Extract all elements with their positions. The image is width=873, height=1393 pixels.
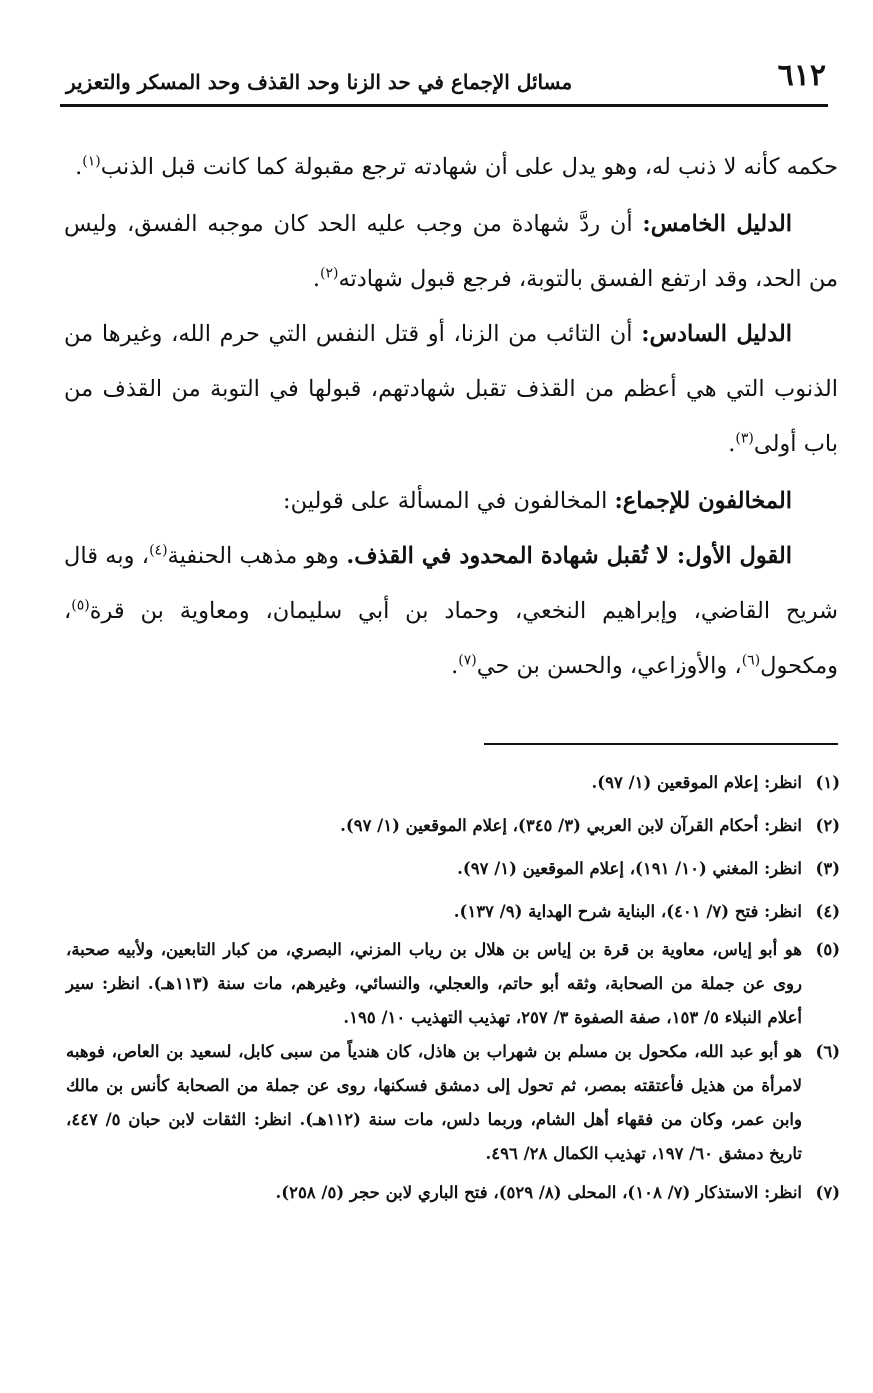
footnote-ref-3[interactable]: (٣)	[735, 430, 754, 447]
footnote-ref-1[interactable]: (١)	[82, 153, 101, 170]
footnote-ref-2[interactable]: (٢)	[319, 265, 339, 282]
footnote-number: (٧)	[815, 1183, 840, 1202]
footnote-ref-4[interactable]: (٤)	[149, 542, 168, 559]
paragraph-text: أن التائب من الزنا، أو قتل النفس التي حرم الله، وغيرها من الذنوب التي هي أعظم من القذف تقبل شهادتهم، قبولها في التوبة من القذف من باب أولى	[64, 321, 838, 457]
footnote-text: هو أبو عبد الله، مكحول بن مسلم بن شهراب بن هاذل، كان هندياً من سبى كابل، لسعيد بن العاص، فوهبه لامرأة من هذيل فأعتقته بمصر، ثم تحول إلى دمشق فسكنها، روى عن جملة من الصحابة كأنس بن مالك وابن عمر، وكان من فقهاء أهل الشام، وربما دلس، مات سنة (١١٢هـ). انظر: الثقات لابن حبان ٥/ ٤٤٧، تاريخ دمشق ٦٠/ ١٩٧، تهذيب الكمال ٢٨/ ٤٩٦.	[66, 1042, 802, 1163]
footnote-number: (٥)	[815, 940, 840, 959]
paragraph-text: المخالفون في المسألة على قولين:	[283, 488, 615, 514]
footnote-number: (٦)	[815, 1042, 840, 1061]
footnote-text: هو أبو إياس، معاوية بن قرة بن إياس بن هلال بن رياب المزني، البصري، من كبار التابعين، ولأبيه صحبة، روى عن جملة من الصحابة، وثقه أبو حاتم، والعجلي، والنسائي، وغيرهم، مات سنة (١١٣هـ). انظر: سير أعلام النبلاء ٥/ ١٥٣، صفة الصفوة ٣/ ٢٥٧، تهذيب التهذيب ١٠/ ١٩٥.	[66, 940, 802, 1027]
paragraph-1	[64, 140, 838, 195]
footnote-ref-5[interactable]: (٥)	[71, 597, 90, 614]
footnote-number: (٤)	[815, 902, 840, 921]
footnote-text: انظر: المغني (١٠/ ١٩١)، إعلام الموقعين (١/ ٩٧).	[457, 859, 802, 878]
paragraph-evidence-5	[64, 197, 838, 307]
main-text	[64, 140, 838, 694]
paragraph-text: وهو مذهب الحنفية	[167, 543, 347, 569]
footnote-number: (١)	[815, 773, 840, 792]
footnote-2	[66, 804, 840, 847]
running-title: مسائل الإجماع في حد الزنا وحد القذف وحد المسكر والتعزير	[66, 70, 573, 94]
page-header	[66, 56, 826, 106]
paragraph-end: .	[451, 653, 459, 679]
paragraph-text: حكمه كأنه لا ذنب له، وهو يدل على أن شهادته ترجع مقبولة كما كانت قبل الذنب	[100, 154, 838, 180]
footnotes	[66, 761, 840, 1214]
evidence-5-heading: الدليل الخامس:	[642, 211, 792, 237]
footnote-text: انظر: إعلام الموقعين (١/ ٩٧).	[591, 773, 802, 792]
footnote-separator	[484, 743, 838, 745]
footnote-text: انظر: فتح (٧/ ٤٠١)، البناية شرح الهداية (٩/ ١٣٧).	[453, 902, 802, 921]
paragraph-text: ، وبه قال شريح القاضي، وإبراهيم النخعي، وحماد بن أبي سليمان، ومعاوية بن قرة	[64, 543, 838, 624]
paragraph-evidence-6	[64, 307, 838, 472]
paragraph-text: ، ومكحول	[64, 598, 838, 679]
paragraph-end: .	[728, 431, 736, 457]
footnote-1	[66, 761, 840, 804]
paragraph-text: ، والأوزاعي، والحسن بن حي	[476, 653, 742, 679]
footnote-text: انظر: الاستذكار (٧/ ١٠٨)، المحلى (٨/ ٥٢٩)، فتح الباري لابن حجر (٥/ ٢٥٨).	[275, 1183, 802, 1202]
footnote-number: (٣)	[815, 859, 840, 878]
footnote-5	[66, 933, 840, 1035]
paragraph-first-opinion	[64, 529, 838, 694]
footnote-ref-7[interactable]: (٧)	[458, 652, 477, 669]
paragraph-end: .	[312, 266, 320, 292]
header-rule	[60, 104, 828, 107]
evidence-6-heading: الدليل السادس:	[641, 321, 792, 347]
paragraph-dissenters	[64, 474, 838, 529]
paragraph-end: .	[75, 154, 83, 180]
footnote-3	[66, 847, 840, 890]
footnote-4	[66, 890, 840, 933]
footnote-text: انظر: أحكام القرآن لابن العربي (٣/ ٣٤٥)، إعلام الموقعين (١/ ٩٧).	[340, 816, 802, 835]
paragraph-text: أن ردَّ شهادة من وجب عليه الحد كان موجبه الفسق، وليس من الحد، وقد ارتفع الفسق بالتوبة، فرجع قبول شهادته	[64, 211, 838, 292]
footnote-number: (٢)	[815, 816, 840, 835]
footnote-7	[66, 1171, 840, 1214]
footnote-ref-6[interactable]: (٦)	[741, 652, 761, 669]
dissenters-heading: المخالفون للإجماع:	[614, 488, 792, 514]
first-opinion-heading: القول الأول: لا تُقبل شهادة المحدود في القذف.	[346, 543, 793, 569]
page-number: ٦١٢	[777, 58, 826, 93]
footnote-6	[66, 1035, 840, 1171]
